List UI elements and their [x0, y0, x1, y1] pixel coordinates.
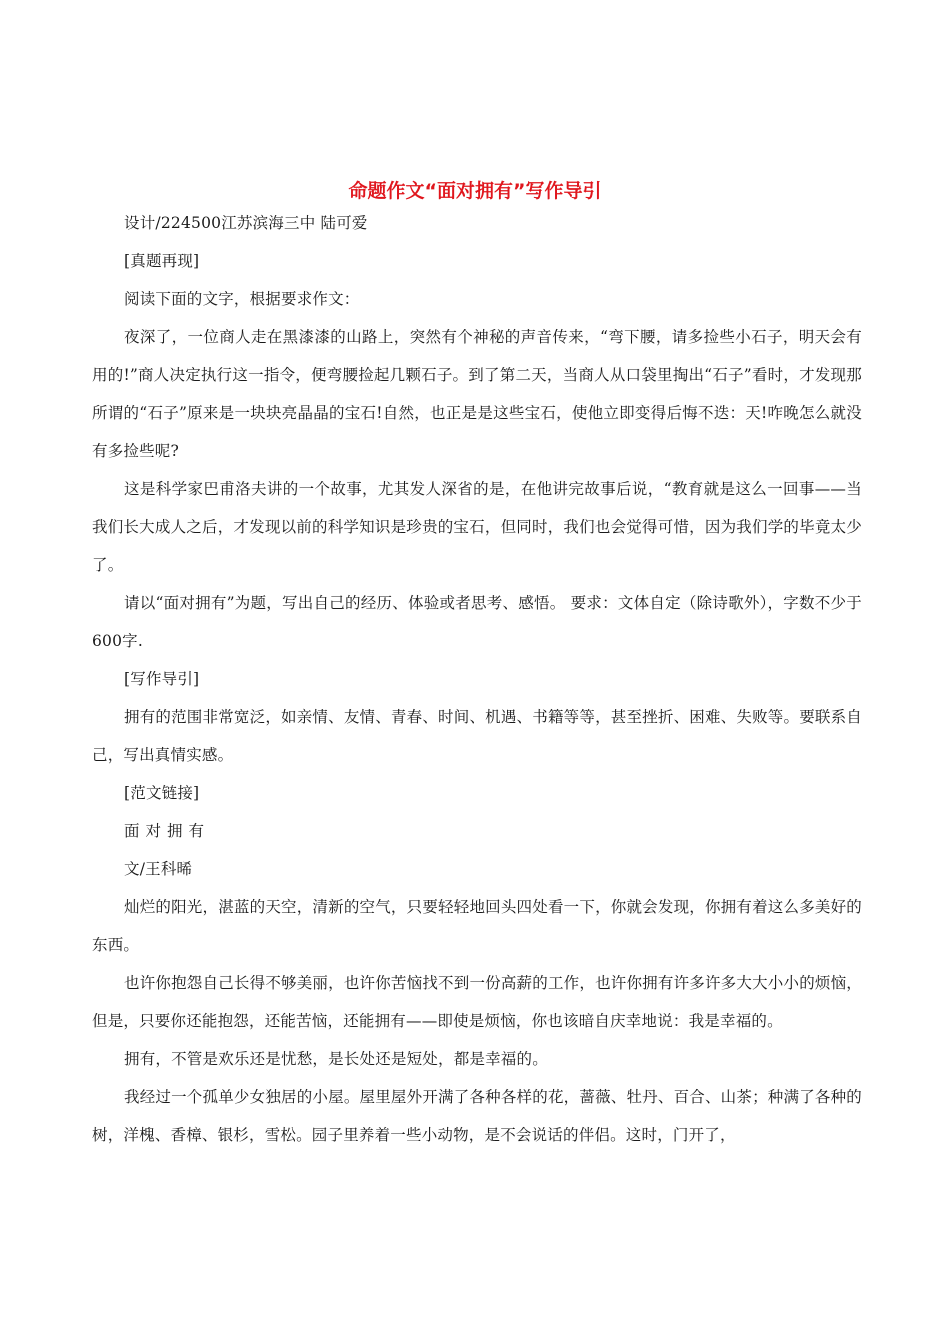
essay-paragraph-3: 拥有，不管是欢乐还是忧愁，是长处还是短处，都是幸福的。	[124, 1050, 548, 1068]
story-paragraph-2: 这是科学家巴甫洛夫讲的一个故事，尤其发人深省的是，在他讲完故事后说，“教育就是这么一回事——当我们长大成人之后，才发现以前的科学知识是珍贵的宝石，但同时，我们也会觉得可惜，因为我们学的毕竟太少了。	[92, 480, 862, 574]
essay-paragraph-2: 也许你抱怨自己长得不够美丽，也许你苦恼找不到一份高薪的工作，也许你拥有许多许多大大小小的烦恼，但是，只要你还能抱怨，还能苦恼，还能拥有——即使是烦恼，你也该暗自庆幸地说：我是幸福的。	[92, 974, 862, 1030]
essay-paragraph-1: 灿烂的阳光，湛蓝的天空，清新的空气，只要轻轻地回头四处看一下，你就会发现，你拥有着这么多美好的东西。	[92, 898, 862, 954]
essay-paragraph-4: 我经过一个孤单少女独居的小屋。屋里屋外开满了各种各样的花，蔷薇、牡丹、百合、山茶；种满了各种的树，洋槐、香樟、银杉，雪松。园子里养着一些小动物，是不会说话的伴侣。这时，门开了，	[92, 1088, 862, 1144]
requirement-paragraph: 请以“面对拥有”为题，写出自己的经历、体验或者思考、感悟。 要求：文体自定（除诗歌外），字数不少于600字.	[92, 594, 862, 650]
author-line: 设计/224500江苏滨海三中 陆可爱	[124, 214, 368, 232]
essay-title: 面对拥有	[124, 822, 211, 840]
document-title: 命题作文“面对拥有”写作导引	[348, 180, 602, 202]
intro-paragraph: 阅读下面的文字，根据要求作文：	[124, 290, 360, 308]
section-heading-xiezuo: [写作导引]	[124, 670, 200, 688]
story-paragraph-1: 夜深了，一位商人走在黑漆漆的山路上，突然有个神秘的声音传来，“弯下腰，请多捡些小石子，明天会有用的!”商人决定执行这一指令，便弯腰捡起几颗石子。到了第二天，当商人从口袋里掏出“石子”看时，才发现那所谓的“石子”原来是一块块亮晶晶的宝石!自然，也正是是这些宝石，使他立即变得后悔不迭：天!咋晚怎么就没有多捡些呢?	[92, 328, 862, 460]
section-heading-fanwen: [范文链接]	[124, 784, 200, 802]
essay-author: 文/王科晞	[124, 860, 193, 878]
section-heading-zhenti: [真题再现]	[124, 252, 200, 270]
document-body	[92, 204, 862, 1154]
guide-paragraph: 拥有的范围非常宽泛，如亲情、友情、青春、时间、机遇、书籍等等，甚至挫折、困难、失败等。要联系自己，写出真情实感。	[92, 708, 862, 764]
